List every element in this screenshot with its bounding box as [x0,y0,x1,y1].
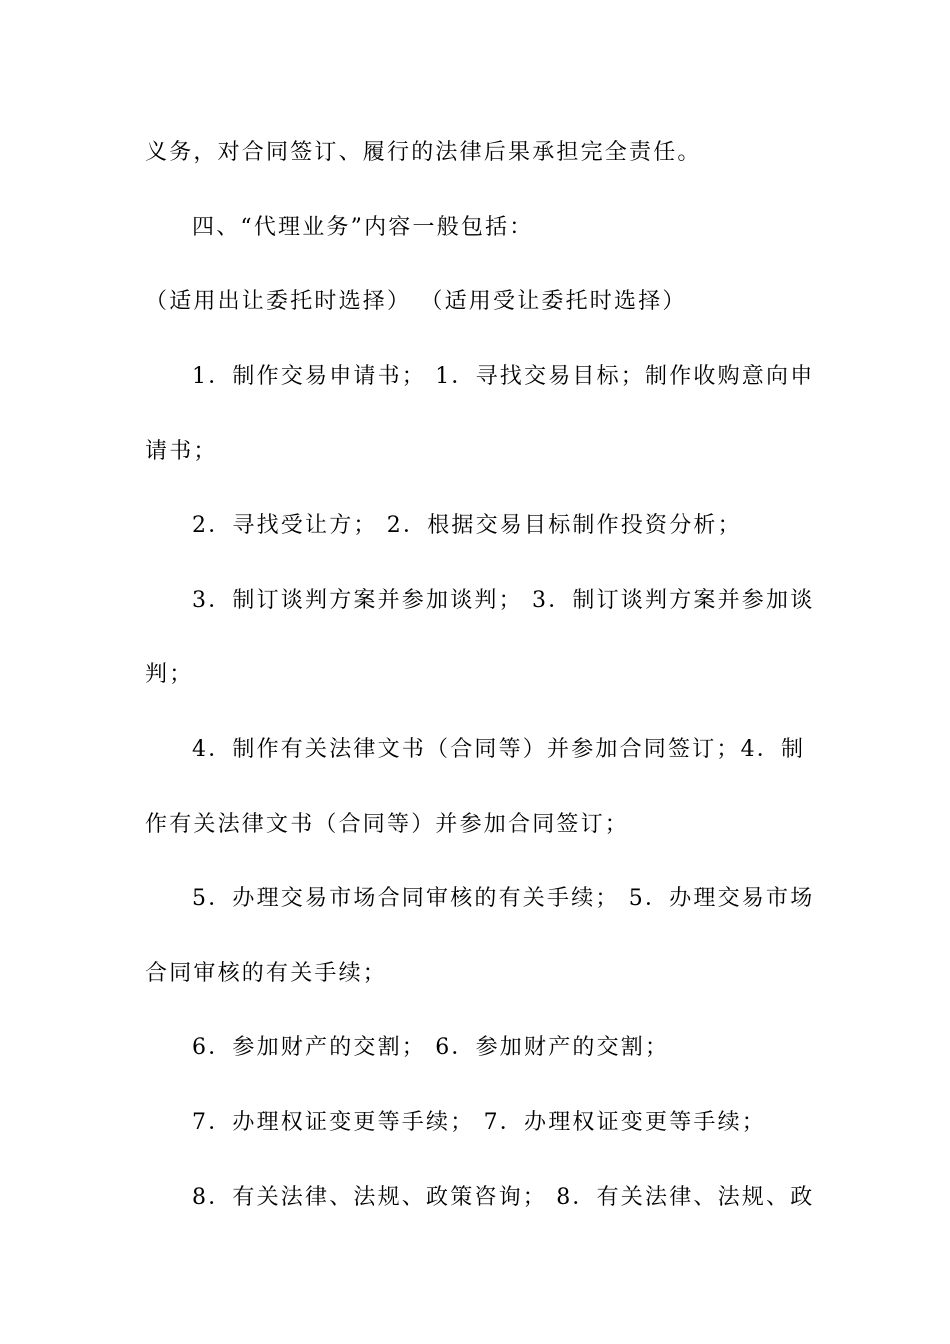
text-line-item-5-cont: 合同审核的有关手续； [145,961,388,986]
text-line-applicability-note: （适用出让委托时选择） （适用受让委托时选择） [145,289,687,314]
text-line-obligations: 义务，对合同签订、履行的法律后果承担完全责任。 [145,140,702,165]
text-line-item-2: 2．寻找受让方； 2．根据交易目标制作投资分析； [192,513,742,538]
text-line-item-6: 6．参加财产的交割； 6．参加财产的交割； [192,1035,670,1060]
text-line-item-3-cont: 判； [145,662,194,687]
text-line-item-1: 1．制作交易申请书； 1．寻找交易目标；制作收购意向申 [192,364,815,389]
text-line-item-5: 5．办理交易市场合同审核的有关手续； 5．办理交易市场 [192,886,815,911]
text-line-item-1-cont: 请书； [145,439,218,464]
text-line-item-4-cont: 作有关法律文书（合同等）并参加合同签订； [145,812,630,837]
text-line-item-4: 4．制作有关法律文书（合同等）并参加合同签订；4．制 [192,737,806,762]
text-line-item-7: 7．办理权证变更等手续； 7．办理权证变更等手续； [192,1110,766,1135]
text-line-item-8: 8．有关法律、法规、政策咨询； 8．有关法律、法规、政 [192,1185,815,1210]
text-line-item-3: 3．制订谈判方案并参加谈判； 3．制订谈判方案并参加谈 [192,588,815,613]
section-heading-agency-business: 四、“代理业务”内容一般包括： [192,215,534,240]
